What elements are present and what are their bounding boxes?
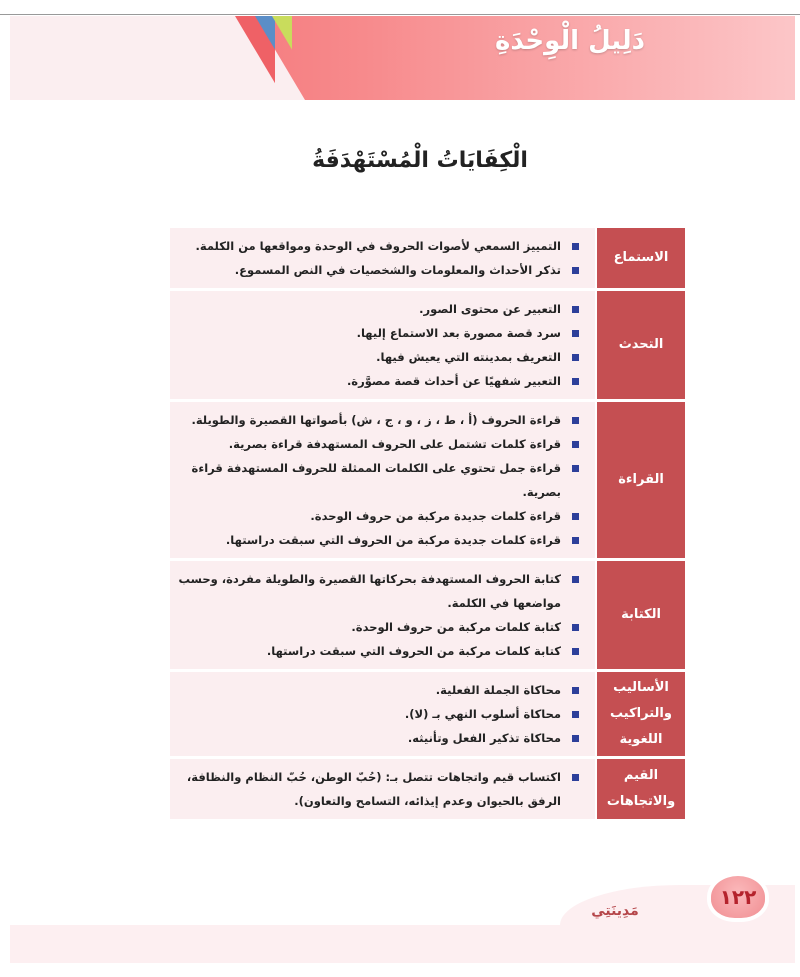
page-number: ١٢٢ xyxy=(707,872,769,922)
table-row xyxy=(170,561,685,669)
competencies-table xyxy=(170,228,685,822)
row-items xyxy=(170,402,595,558)
row-label: الكتابة xyxy=(595,561,685,669)
row-label: الاستماع xyxy=(595,228,685,288)
list-item: قراءة كلمات جديدة مركبة من حروف الوحدة. xyxy=(178,504,583,528)
page-title: الْكِفَايَاتُ الْمُسْتَهْدَفَةُ xyxy=(312,148,528,173)
header-gradient xyxy=(10,16,795,100)
table-row xyxy=(170,759,685,819)
crop-mark xyxy=(0,14,800,15)
list-item: التعريف بمدينته التي يعيش فيها. xyxy=(178,345,583,369)
row-label: القيم والاتجاهات xyxy=(595,759,685,819)
row-label: القراءة xyxy=(595,402,685,558)
list-item: التعبير شفهيًا عن أحداث قصة مصوَّرة. xyxy=(178,369,583,393)
list-item: محاكاة تذكير الفعل وتأنيثه. xyxy=(178,726,583,750)
row-items xyxy=(170,759,595,819)
row-items xyxy=(170,672,595,756)
list-item: التعبير عن محتوى الصور. xyxy=(178,297,583,321)
list-item: قراءة كلمات تشتمل على الحروف المستهدفة قراءة بصرية. xyxy=(178,432,583,456)
row-items xyxy=(170,561,595,669)
list-item: سرد قصة مصورة بعد الاستماع إليها. xyxy=(178,321,583,345)
list-item: محاكاة الجملة الفعلية. xyxy=(178,678,583,702)
row-items xyxy=(170,291,595,399)
row-items xyxy=(170,228,595,288)
list-item: كتابة كلمات مركبة من الحروف التي سبقت دراستها. xyxy=(178,639,583,663)
list-item: التمييز السمعي لأصوات الحروف في الوحدة ومواقعها من الكلمة. xyxy=(178,234,583,258)
row-label: التحدث xyxy=(595,291,685,399)
list-item: اكتساب قيم واتجاهات تتصل بـ: (حُبّ الوطن، حُبّ النظام والنظافة، الرفق بالحيوان وعدم إيذائه، التسامح والتعاون). xyxy=(178,765,583,813)
book-title: مَدِينَتِي xyxy=(591,903,639,919)
list-item: قراءة جمل تحتوي على الكلمات الممثلة للحروف المستهدفة قراءة بصرية. xyxy=(178,456,583,504)
row-label: الأساليب والتراكيب اللغوية xyxy=(595,672,685,756)
table-row xyxy=(170,291,685,399)
list-item: قراءة الحروف (أ ، ط ، ز ، و ، ج ، ش) بأصواتها القصيرة والطويلة. xyxy=(178,408,583,432)
footer-band xyxy=(10,925,795,963)
table-row xyxy=(170,672,685,756)
list-item: كتابة الحروف المستهدفة بحركاتها القصيرة والطويلة مفردة، وحسب مواضعها في الكلمة. xyxy=(178,567,583,615)
unit-guide-title: دَلِيلُ الْوِحْدَةِ xyxy=(494,26,646,56)
unit-header-band xyxy=(10,16,795,100)
list-item: قراءة كلمات جديدة مركبة من الحروف التي سبقت دراستها. xyxy=(178,528,583,552)
table-row xyxy=(170,228,685,288)
table-row xyxy=(170,402,685,558)
list-item: كتابة كلمات مركبة من حروف الوحدة. xyxy=(178,615,583,639)
list-item: تذكر الأحداث والمعلومات والشخصيات في النص المسموع. xyxy=(178,258,583,282)
list-item: محاكاة أسلوب النهي بـ (لا). xyxy=(178,702,583,726)
